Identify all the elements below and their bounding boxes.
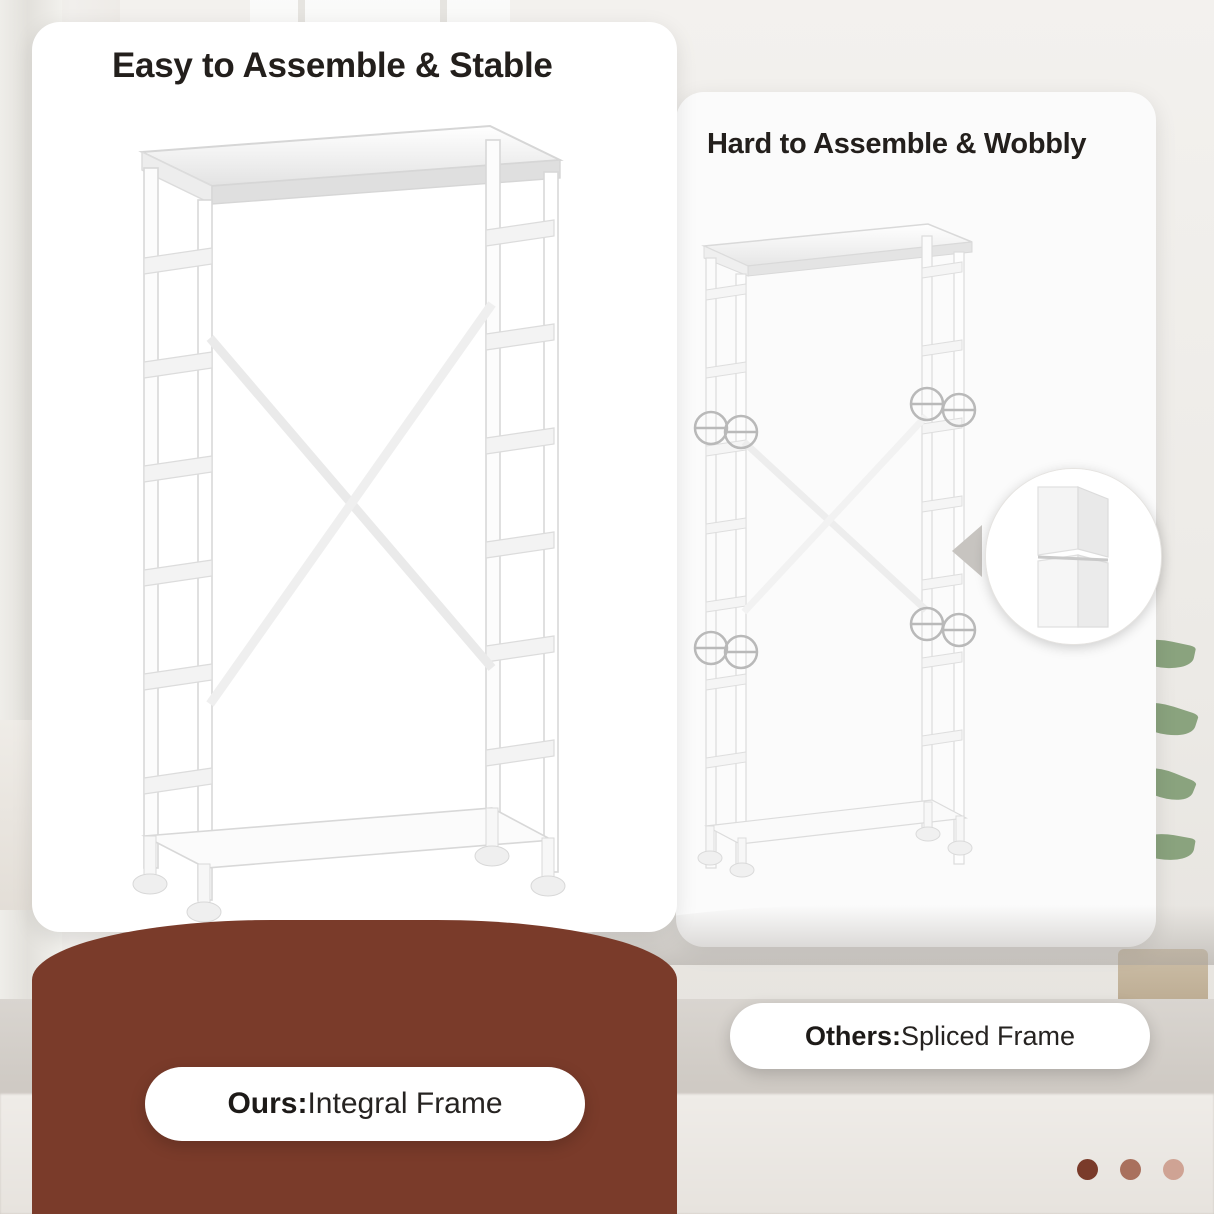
magnifier-content xyxy=(986,469,1161,644)
label-ours xyxy=(145,1067,585,1141)
label-others-bold: Others: xyxy=(804,1020,901,1051)
panel-ours-title: Easy to Assemble & Stable xyxy=(112,46,553,85)
label-ours-text: Integral Frame xyxy=(307,1087,503,1120)
label-others xyxy=(730,1003,1150,1069)
label-ours-bold: Ours: xyxy=(227,1087,308,1120)
carousel-dot-2[interactable] xyxy=(1120,1159,1141,1180)
panel-others-title: Hard to Assemble & Wobbly xyxy=(707,128,1087,160)
rack-integral-frame xyxy=(100,108,620,958)
label-others-text: Spliced Frame xyxy=(900,1020,1076,1051)
carousel-dot-1[interactable] xyxy=(1077,1159,1098,1180)
carousel-dots[interactable] xyxy=(1077,1159,1184,1180)
magnifier-pointer-icon xyxy=(952,525,982,577)
magnifier-spliced-joint xyxy=(985,468,1162,645)
carousel-dot-3[interactable] xyxy=(1163,1159,1184,1180)
